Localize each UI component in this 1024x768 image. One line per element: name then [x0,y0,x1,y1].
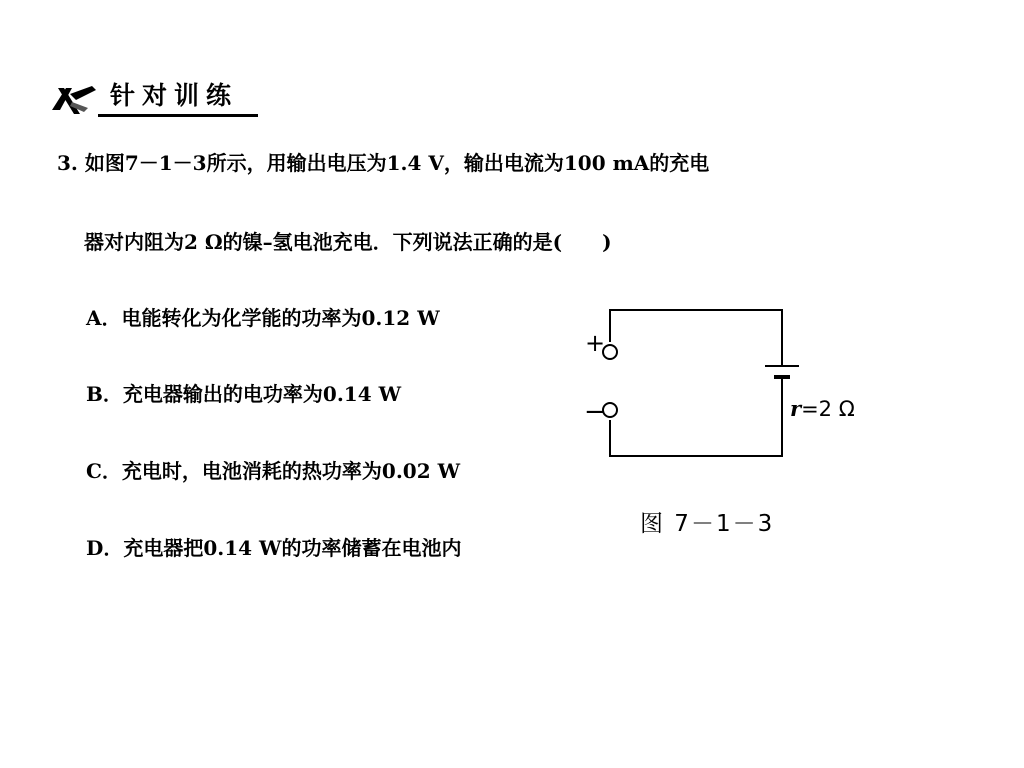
bottom-wire [610,377,782,456]
top-wire [610,310,782,365]
question-text-line-2: 器对内阻为2 Ω的镍–氢电池充电．下列说法正确的是( ) [84,230,612,254]
option-c[interactable]: C．充电时，电池消耗的热功率为0.02 W [86,459,461,483]
option-a[interactable]: A．电能转化为化学能的功率为0.12 W [86,306,440,330]
section-title: 针对训练 [110,81,239,110]
scissors-icon [52,84,96,114]
resistance-label [790,396,855,421]
option-b[interactable]: B．充电器输出的电功率为0.14 W [86,382,402,406]
circuit-diagram [578,296,888,471]
resistance-value: =2 Ω [801,397,855,421]
figure-caption: 图 7－1－3 [640,511,775,537]
question-text-line-1: 3. 如图7－1－3所示，用输出电压为1.4 V，输出电流为100 mA的充电 [57,151,710,175]
option-d[interactable]: D．充电器把0.14 W的功率储蓄在电池内 [86,536,462,560]
plus-label: + [585,329,606,357]
resistance-variable: r [790,396,802,421]
header-underline [98,114,258,117]
minus-label: − [584,397,606,427]
section-header [52,80,258,118]
